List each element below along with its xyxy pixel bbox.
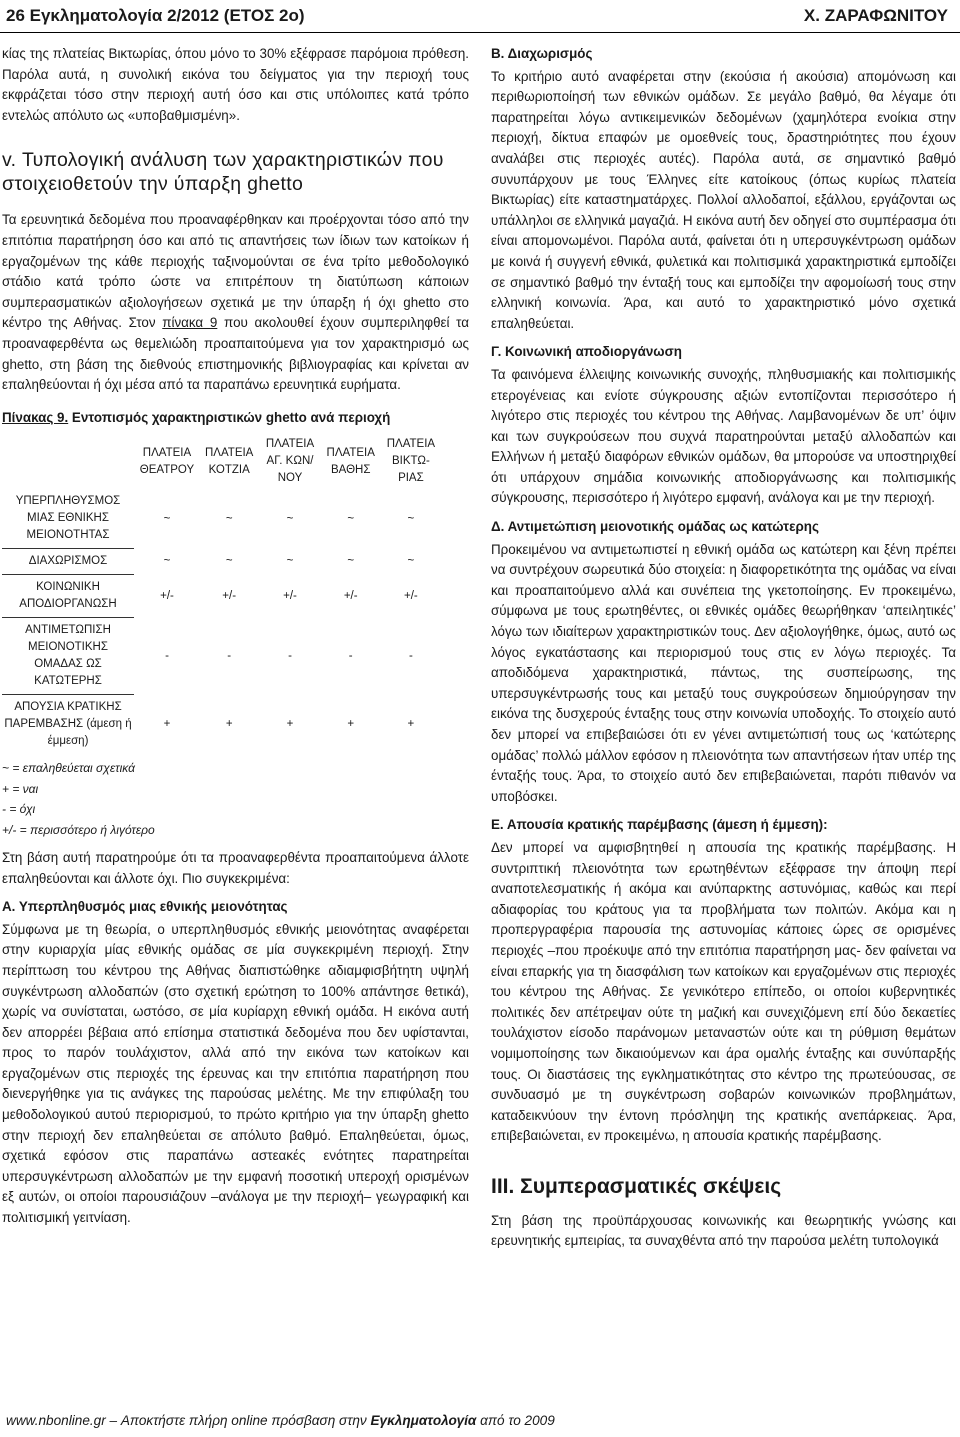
table-cell: +/- — [160, 589, 174, 602]
table-cell: - — [165, 649, 169, 662]
table-cell: ~ — [407, 512, 415, 525]
paragraph-b: Το κριτήριο αυτό αναφέρεται στην (εκούσια ή ακούσια) απομόνωση και περιθωριοποίησή των εθνικών ομάδων. Σε μεγάλο βαθμό, θα λέγαμε ότι παρατηρείται λόγω αντικειμενικών δεδομένων (χαμηλότερα ενοίκια στην περιοχή, δίκτυα επαφών με ομοεθνείς τους, δραστηριότητες που έχουν αναλάβει στις περιοχές αυτές). Παρόλα αυτά, σε σημαντικό βαθμό συνυπάρχουν με τους Έλληνες είτε κατοίκους (όπως κυρίως πλατεία Βικτωρίας) είτε καταστηματάρχες. Πολλοί αλλοδαποί, εξάλλου, εργάζονται ως υπάλληλοι σε ελληνικά μαγαζιά. Η εικόνα αυτή δεν οδηγεί στο συμπέρασμα ότι είναι απομονωμένοι. Παρόλα αυτά, φαίνεται ότι η υπερσυγκέντρωση ομάδων με κοινά ή συγγενή εθνικά, φυλετικά και πολιτισμικά χαρακτηριστικά εμποδίζει σε σημαντικό βαθμό την ένταξή τους και εμποδίζει την αφομοίωσή τους στην ελληνική κοινωνία. Άρα, και αυτό το χαρακτηριστικό μόνο σχετικά επαληθεύεται. — [491, 68, 956, 331]
table-cell: + — [163, 718, 171, 731]
page-header — [0, 0, 960, 34]
footer-text: www.nbonline.gr – Αποκτήστε πλήρη online πρόσβαση στην — [6, 1413, 371, 1428]
table-cell: +/- — [222, 589, 237, 602]
intro-paragraph: κίας της πλατείας Βικτωρίας, όπου μόνο το 30% εξέφρασε παρόμοια πρόθεση. Παρόλα αυτά, η συνολική εικόνα του δείγματος για την περιοχή τους εκφράζεται τόσο στην περιοχή αυτή όσο και στις υπόλοιπες κατά τρόπο εντελώς απόλυτο ως «υποβαθμισμένη». — [2, 46, 469, 123]
paragraph-conclusions: Στη βάση της προϋπάρχουσας κοινωνικής και θεωρητικής γνώσης και ερευνητικής εμπειρίας, τα συναχθέντα από την παρούσα μελέτη τυπολογικά — [491, 1212, 956, 1249]
table-9-reference: πίνακα 9 — [162, 315, 218, 331]
subheading-b: Β. Διαχωρισμός — [491, 46, 593, 61]
legend-item: +/- = περισσότερο ή λιγότερο — [2, 822, 155, 837]
subheading-d: Δ. Αντιμετώπιση μειονοτικής ομάδας ως κατώτερης — [491, 519, 819, 535]
column-header: ΠΛΑΤΕΙΑ ΒΑΘΗΣ — [326, 446, 375, 476]
table-row — [2, 575, 442, 618]
column-header: ΠΛΑΤΕΙΑ ΒΙΚΤΩ- ΡΙΑΣ — [386, 438, 436, 485]
table-cell: + — [225, 718, 233, 731]
table-caption — [2, 408, 469, 429]
subheading-a: Α. Υπερπληθυσμός μιας εθνικής μειονότητας — [2, 899, 288, 915]
journal-running-head: 26 Εγκληματολογία 2/2012 (ΕΤΟΣ 2ο) — [6, 6, 305, 25]
table-legend — [2, 758, 469, 840]
paragraph-c: Τα φαινόμενα έλλειψης κοινωνικής συνοχής, πληθυσμιακής και πολιτισμικής ετερογένειας και ενίοτε σύγκρουσης αξιών εντοπίζονται περισσότερο ή λιγότερο στις περιοχές του κέντρου της Αθήνας. Λαμβανομένων δε υπ’ όψιν και των συγκρούσεων που συχνά παρατηρούνται μεταξύ αλλοδαπών και Ελλήνων ή μεταξύ διαφόρων εθνικών ομάδων, θα μπορούσε να υποστηριχθεί ότι υπάρχουν σημάδια κοινωνικής αποδιοργάνωσης και πολιτισμικής σύγκρουσης, περισσότερο ή λιγότερο εμφανή, ανάλογα και με την περιοχή. — [491, 366, 956, 506]
table-cell: ~ — [347, 512, 355, 525]
author-running-head: Χ. ΖΑΡΑΦΩΝΙΤΟΥ — [803, 6, 948, 25]
table-header-row — [2, 434, 442, 489]
table-row — [2, 489, 442, 549]
column-header: ΠΛΑΤΕΙΑ ΚΟΤΖΙΑ — [204, 446, 254, 476]
table-cell: ~ — [407, 555, 415, 568]
subheading-e: Ε. Απουσία κρατικής παρέμβασης (άμεση ή έμμεση): — [491, 817, 828, 833]
row-label: ΑΠΟΥΣΙΑ ΚΡΑΤΙΚΗΣ ΠΑΡΕΜΒΑΣΗΣ (άμεση ή έμμεση) — [2, 695, 134, 755]
part-title: III. Συμπερασματικές σκέψεις — [491, 1174, 782, 1198]
table-row — [2, 695, 442, 755]
table-cell: +/- — [283, 589, 297, 602]
table-cell: + — [407, 718, 415, 731]
table-cell: +/- — [343, 589, 358, 602]
row-label: ΚΟΙΝΩΝΙΚΗ ΑΠΟΔΙΟΡΓΑΝΩΣΗ — [2, 575, 134, 618]
column-header: ΠΛΑΤΕΙΑ ΑΓ. ΚΩΝ/ ΝΟΥ — [265, 438, 315, 485]
subheading-c: Γ. Κοινωνική αποδιοργάνωση — [491, 344, 682, 360]
table-row — [2, 618, 442, 695]
right-column — [491, 44, 956, 1252]
paragraph-a: Σύμφωνα με τη θεωρία, ο υπερπληθυσμός εθνικής μειονότητας αναφέρεται στην κυριαρχία μίας εθνικής ομάδας σε μία συγκεκριμένη περιοχή. Στην περίπτωση του κέντρου της Αθήνας διαπιστώθηκε αδιαμφισβήτητη υψηλή συγκέντρωση αλλοδαπών (στο σχετική ερώτηση το 100% απάντησε θετικά), χωρίς να συνίσταται, ωστόσο, σε μία κυρίαρχη εθνική ομάδα. Η εικόνα αυτή δεν απορρέει βέβαια από επίσημα στατιστικά δεδομένα που δεν υφίστανται, προς το παρόν τουλάχιστον, αλλά από την εικόνα των κατοίκων και εργαζομένων στις περιοχές της έρευνας και την επιτόπια παρατήρηση που διενεργήθηκε για τις ανάγκες της παρούσας μελέτης. Με την επιφύλαξη του μεθοδολογικού αυτού περιορισμού, το πρώτο κριτήριο για την ύπαρξη ghetto στην περιοχή δεν επαληθεύεται σε απόλυτο βαθμό. Επαληθεύεται, όμως, σχετικά εφόσον στις παραπάνω αστεακές ενότητες παρατηρείται υπερσυγκέντρωση αλλοδαπών με την εμφανή ποσοτική υπεροχή ορισμένων εξ αυτών, οι οποίοι παρουσιάζουν –ανάλογα με την περιοχή– γεωγραφική και πολιτισμική γειτνίαση. — [2, 921, 469, 1226]
left-column — [2, 44, 469, 1229]
legend-item: ~ = επαληθεύεται σχετικά — [2, 761, 135, 776]
legend-item: - = όχι — [2, 802, 36, 817]
row-label: ΥΠΕΡΠΛΗΘΥΣΜΟΣ ΜΙΑΣ ΕΘΝΙΚΗΣ ΜΕΙΟΝΟΤΗΤΑΣ — [15, 495, 121, 542]
ghetto-characteristics-table — [2, 434, 442, 754]
table-cell: - — [348, 649, 353, 662]
table-cell: ~ — [163, 555, 171, 568]
paragraph-methodology: Τα ερευνητικά δεδομένα που προαναφέρθηκαν και προέρχονται τόσο από την επιτόπια παρατήρηση όσο και από τις απαντήσεις των ίδιων των κατοίκων ή εργαζομένων της κάθε περιοχής ταξινομούνται σε ένα τρίτο μεθοδολογικό στάδιο κατά τρόπο ώστε να επιτρέπουν τη διατύπωση κάποιων συμπερασματικών αξιολογήσεων σχετικά με την ύπαρξη ή όχι ghetto στο κέντρο της Αθήνας. Στον πίνακα 9 που ακολουθεί έχουν συμπεριληφθεί τα προαναφερθέντα ως θεμελιώδη προαπαιτούμενα για τον χαρακτηρισμό ως ghetto, στη βάση της διεθνούς επιστημονικής βιβλιογραφίας και κρίνεται αν επαληθεύονται ή όχι μέσα από τα παραπάνω ερευνητικά ευρήματα. — [2, 212, 469, 393]
row-label: ΔΙΑΧΩΡΙΣΜΟΣ — [2, 549, 134, 575]
table-cell: ~ — [347, 555, 355, 568]
table-cell: ~ — [163, 512, 171, 525]
table-title: Εντοπισμός χαρακτηριστικών ghetto ανά περιοχή — [68, 409, 391, 425]
table-cell: ~ — [286, 512, 294, 525]
legend-item: + = ναι — [2, 781, 39, 796]
row-label: ΑΝΤΙΜΕΤΩΠΙΣΗ ΜΕΙΟΝΟΤΙΚΗΣ ΟΜΑΔΑΣ ΩΣ ΚΑΤΩΤΕΡΗΣ — [2, 618, 134, 695]
header-rule — [0, 32, 960, 33]
column-header: ΠΛΑΤΕΙΑ ΘΕΑΤΡΟΥ — [139, 446, 195, 476]
paragraph-e: Δεν μπορεί να αμφισβητηθεί η απουσία της κρατικής παρέμβασης. Η συντριπτική πλειονότητα των ερωτηθέντων εξέφρασε την άποψη περί αναποτελεσματικής ή ακόμα και ανύπαρκτης αστυνόμιας, καθώς και περί αδιαφορίας του κράτους για τα προβλήματα των πολιτών. Ακόμα και η προπεργραφέρια παρουσία της αστυνομίας κάποιες ώρες σε ορισμένες περιοχές –που προέκυψε από την επιτόπια παρατήρηση μας- δεν φαίνεται να είναι επαρκής για τη διασφάλιση των κατοίκων και εργαζομένων στις περιοχές του κέντρου της Αθήνας. Σε γενικότερο επίπεδο, οι οποίοι κυβερνητικές πολιτικές δεν απέτρεψαν ούτε τη μαζική και συνεχιζόμενη επί δύο δεκαετίες τουλάχιστον είσοδο παράνομων μεταναστών ούτε και τη ρύθμιση θεμάτων νομιμοποίησης των δικαιούμενων και άρα ομαλής ένταξης και συνύπαρξής τους. Οι διαστάσεις της εγκληματικότητας στο κέντρο της πρωτεύουσας, σε συνδυασμό με τη συγκέντρωση σοβαρών κοινωνικών προβλημάτων, καταδεικνύουν την έντονη πρόσληψη της κρατικής ανεπάρκειας. Άρα, επιβεβαιώνεται, εν προκειμένω, η απουσία κρατικής παρέμβασης. — [491, 839, 956, 1144]
page-footer — [6, 1413, 555, 1428]
table-label: Πίνακας 9. — [2, 409, 69, 425]
table-cell: +/- — [404, 589, 418, 602]
table-corner-cell — [2, 434, 134, 489]
table-cell: - — [288, 649, 292, 662]
table-row — [2, 549, 442, 575]
paragraph-d: Προκειμένου να αντιμετωπιστεί η εθνική ομάδα ως κατώτερη και ξένη πρέπει να συντρέχουν σωρευτικά δύο στοιχεία: η διαφορετικότητα της ομάδας να είναι και προαπαιτούμενο αλλά και συνέπεια της γκετοποίησης. Εν προκειμένω, σύμφωνα με τους ερωτηθέντες, οι εθνικές ομάδες θεωρήθηκαν ‘απειλητικές’ λόγω των ιδιαίτερων χαρακτηριστικών τους. Δεν αξιολογήθηκε, όμως, αυτό ως λόγος εγκατάστασης και περιορισμού τους στις εν λόγω περιοχές. Τα αποδιδόμενα χαρακτηριστικά, πάντως, της συσπείρωσης, της υπερσυγκέντρωσής τους και μεταξύ τους συγκρούσεων δημιούργησαν την εικόνα της δυσχερούς ένταξης τους στην κοινωνία υποδοχής. Το στοιχείο αυτό δεν μπορεί να επιβεβαιώσει ότι εν γένει αντιμετώπισή τους ως ‘κατώτερης ομάδας’ πολλώ μάλλον εφόσον η πλειονότητα των απαντήσεων ήταν υπέρ της ένταξής τους. Άρα, το στοιχείο αυτό δεν επιβεβαιώνεται, παρότι πιθανόν να υποβόσκει. — [491, 541, 956, 804]
table-cell: - — [408, 649, 413, 662]
section-title: v. Τυπολογική ανάλυση των χαρακτηριστικών που στοιχειοθετούν την ύπαρξη ghetto — [2, 149, 444, 196]
footer-text-end: από το 2009 — [476, 1413, 555, 1428]
table-cell: ~ — [286, 555, 294, 568]
table-cell: - — [227, 649, 232, 662]
table-cell: + — [286, 718, 294, 731]
table-cell: + — [347, 718, 355, 731]
table-cell: ~ — [225, 512, 233, 525]
table-cell: ~ — [225, 555, 233, 568]
paragraph-summary: Στη βάση αυτή παρατηρούμε ότι τα προαναφερθέντα προαπαιτούμενα άλλοτε επαληθεύονται και άλλοτε όχι. Πιο συγκεκριμένα: — [2, 849, 469, 886]
footer-journal-name: Εγκληματολογία — [370, 1413, 477, 1428]
